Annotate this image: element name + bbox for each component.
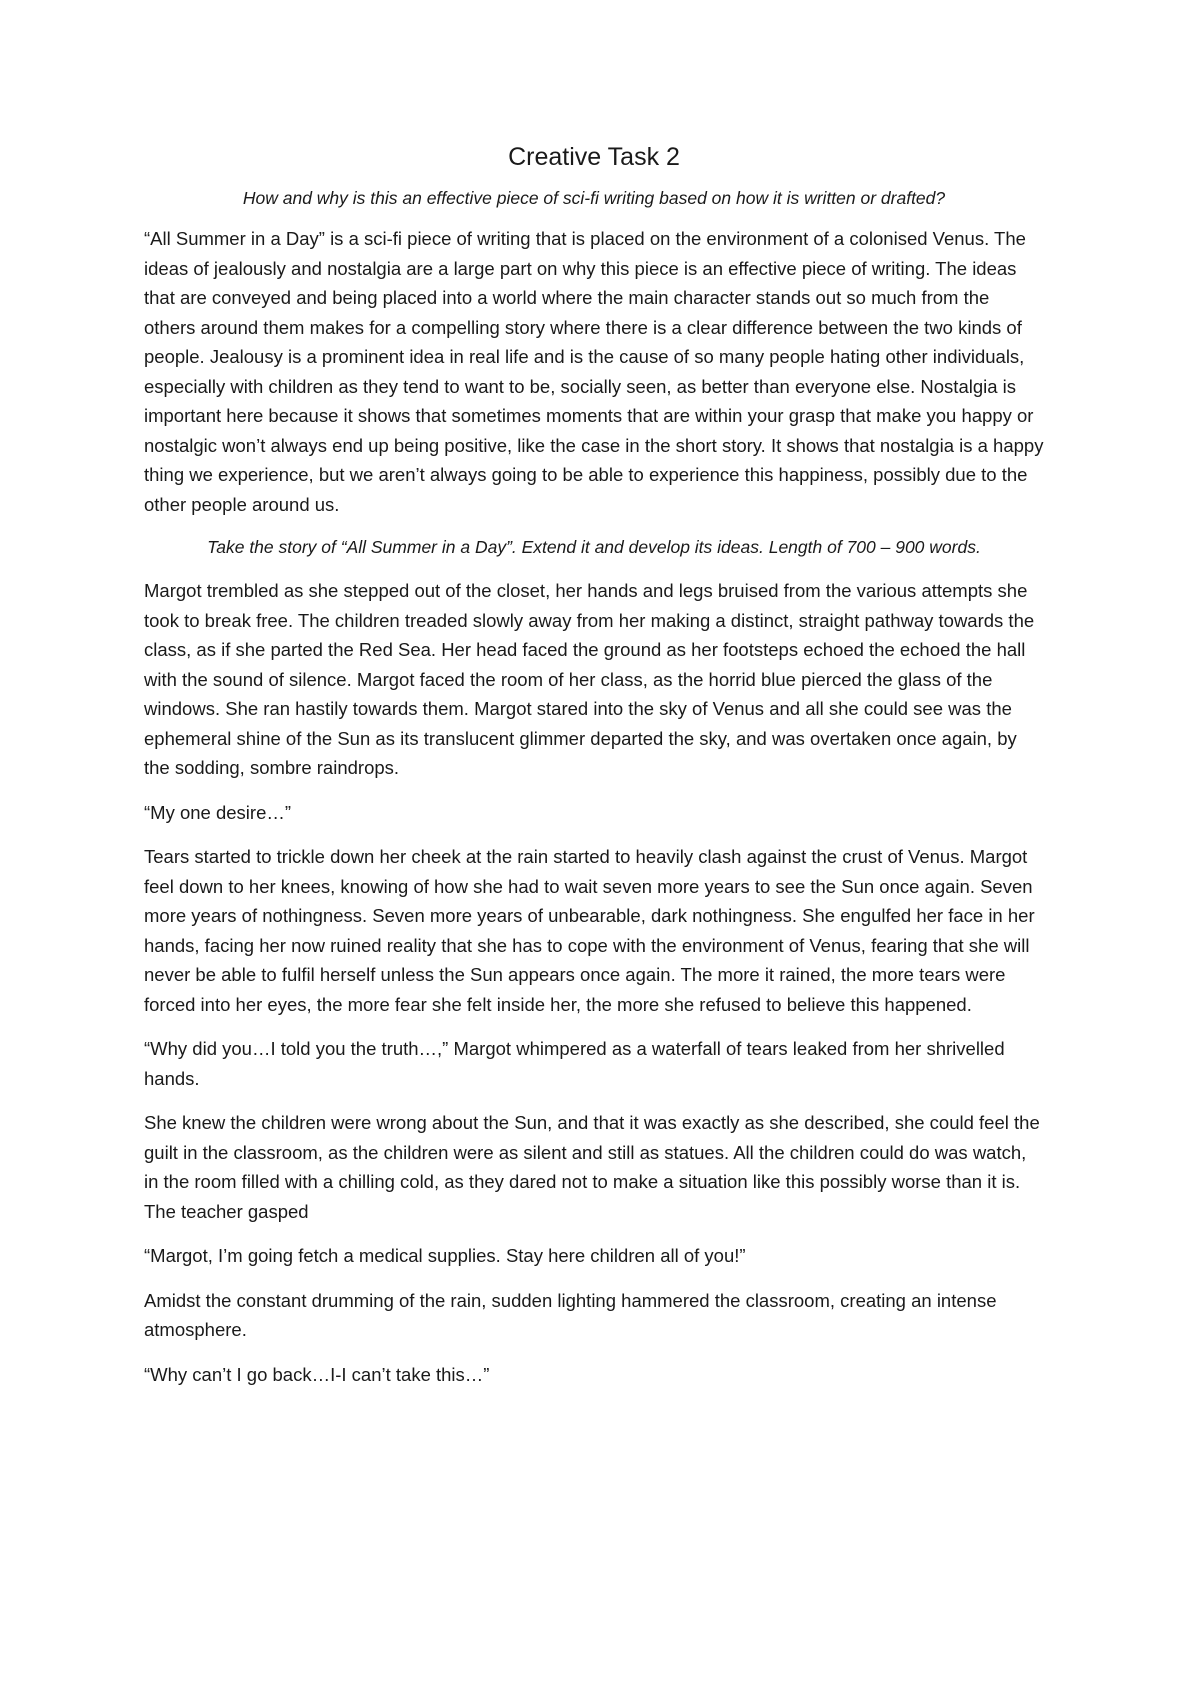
story-paragraph: She knew the children were wrong about the Sun, and that it was exactly as she described, she could feel the guilt in the classroom, as the children were as silent and still as statues. All the children could do was watch, in the room filled with a chilling cold, as they dared not to make a situation like this possibly worse than it is. The teacher gasped	[144, 1112, 1040, 1222]
analysis-paragraph: “All Summer in a Day” is a sci-fi piece of writing that is placed on the environment of a colonised Venus. The ideas of jealously and nostalgia are a large part on why this piece is an effective piece of writing. The ideas that are conveyed and being placed into a world where the main character stands out so much from the others around them makes for a compelling story where there is a clear difference between the two kinds of people. Jealousy is a prominent idea in real life and is the cause of so many people hating other individuals, especially with children as they tend to want to be, socially seen, as better than everyone else. Nostalgia is important here because it shows that sometimes moments that are within your grasp that make you happy or nostalgic won’t always end up being positive, like the case in the short story. It shows that nostalgia is a happy thing we experience, but we aren’t always going to be able to experience this happiness, possibly due to the other people around us.	[144, 228, 1044, 515]
story-paragraph: “Margot, I’m going fetch a medical supplies. Stay here children all of you!”	[144, 1245, 746, 1266]
document-page	[144, 140, 1044, 1404]
task-prompt-2: Take the story of “All Summer in a Day”. Extend it and develop its ideas. Length of 700 – 900 words.	[207, 537, 981, 557]
story-paragraph: Tears started to trickle down her cheek at the rain started to heavily clash against the crust of Venus. Margot feel down to her knees, knowing of how she had to wait seven more years to see the Sun once again. Seven more years of nothingness. Seven more years of unbearable, dark nothingness. She engulfed her face in her hands, facing her now ruined reality that she has to cope with the environment of Venus, fearing that she will never be able to fulfil herself unless the Sun appears once again. The more it rained, the more tears were forced into her eyes, the more fear she felt inside her, the more she refused to believe this happened.	[144, 846, 1035, 1015]
story-paragraph: Amidst the constant drumming of the rain, sudden lighting hammered the classroom, creating an intense atmosphere.	[144, 1289, 997, 1340]
document-title: Creative Task 2	[508, 143, 680, 171]
story-paragraph: “Why can’t I go back…I-I can’t take this…”	[144, 1363, 490, 1385]
task-prompt-1: How and why is this an effective piece of sci-fi writing based on how it is written or drafted?	[242, 188, 946, 208]
story-paragraph: “Why did you…I told you the truth…,” Margot whimpered as a waterfall of tears leaked from her shrivelled hands.	[144, 1038, 1005, 1089]
story-paragraph: Margot trembled as she stepped out of the closet, her hands and legs bruised from the various attempts she took to break free. The children treaded slowly away from her making a distinct, straight pathway towards the class, as if she parted the Red Sea. Her head faced the ground as her footsteps echoed the echoed the hall with the sound of silence. Margot faced the room of her class, as the horrid blue pierced the glass of the windows. She ran hastily towards them. Margot stared into the sky of Venus and all she could see was the ephemeral shine of the Sun as its translucent glimmer departed the sky, and was overtaken once again, by the sodding, sombre raindrops.	[144, 580, 1035, 778]
story-paragraph: “My one desire…”	[144, 801, 292, 823]
